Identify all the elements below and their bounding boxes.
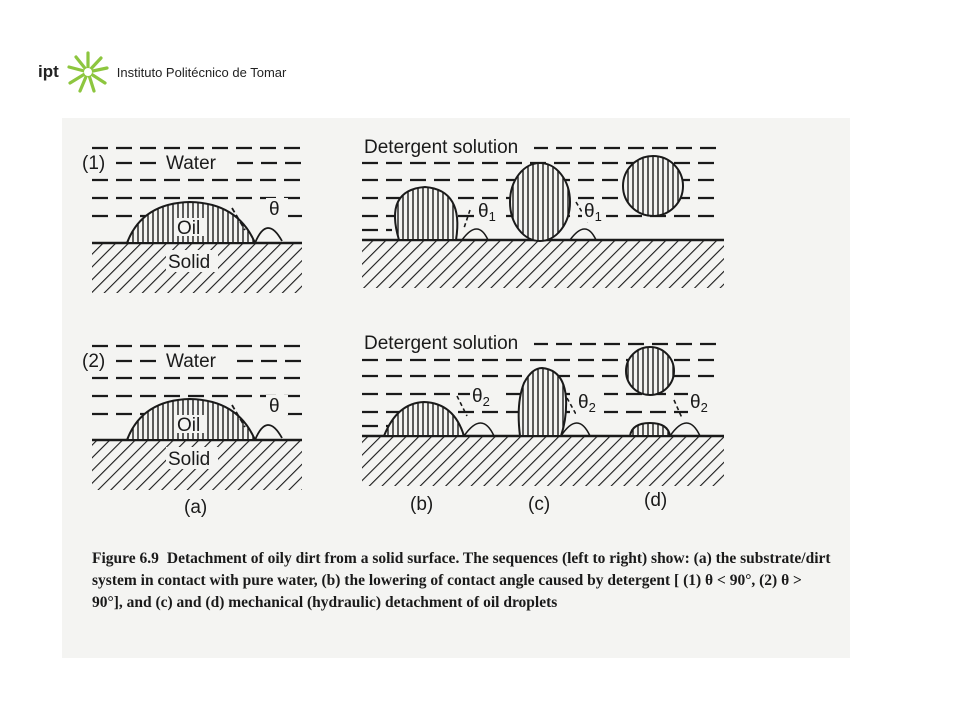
label-c: (c) [528, 494, 551, 515]
logo-institution-name: Instituto Politécnico de Tomar [116, 64, 287, 80]
logo-abbreviation: ipt [38, 62, 59, 81]
theta-label: θ [269, 396, 280, 417]
theta1-label: $\theta_1$ [478, 201, 496, 224]
label-b: (b) [410, 494, 434, 515]
solid-label: Solid [168, 449, 211, 470]
theta2-label: $\theta_2$ [690, 392, 708, 415]
label-a: (a) [184, 497, 208, 518]
theta2-label: $\theta_2$ [472, 386, 490, 409]
label-d: (d) [644, 490, 668, 511]
institution-logo [38, 50, 286, 94]
solid-label: Solid [168, 252, 211, 273]
starburst-logo-icon [65, 50, 111, 94]
panels-bcd-row-1 [362, 134, 724, 288]
panels-bcd-row-2 [362, 330, 724, 515]
theta-label: θ [269, 199, 280, 220]
figure-caption [92, 548, 832, 614]
detergent-solution-label: Detergent solution [364, 137, 519, 158]
row-2-label: (2) [82, 351, 106, 372]
panel-a-row-2 [79, 346, 302, 518]
row-1-label: (1) [82, 153, 106, 174]
oil-label: Oil [177, 218, 201, 239]
oil-label: Oil [177, 415, 201, 436]
water-label: Water [166, 153, 216, 174]
caption-title: Figure 6.9 [92, 550, 159, 567]
detergent-solution-label: Detergent solution [364, 333, 519, 354]
theta1-label: $\theta_1$ [584, 201, 602, 224]
theta2-label: $\theta_2$ [578, 392, 596, 415]
panel-a-row-1 [79, 148, 302, 293]
water-label: Water [166, 351, 216, 372]
caption-text: Detachment of oily dirt from a solid surface. The sequences (left to right) show: (a) the substrate/dirt system in contact with pure water, (b) the lowering of contact angle caused by detergent [ (1) θ < 90°, (2) θ > 90°], and (c) and (d) mechanical (hydraulic) detachment of oil droplets [92, 550, 831, 611]
